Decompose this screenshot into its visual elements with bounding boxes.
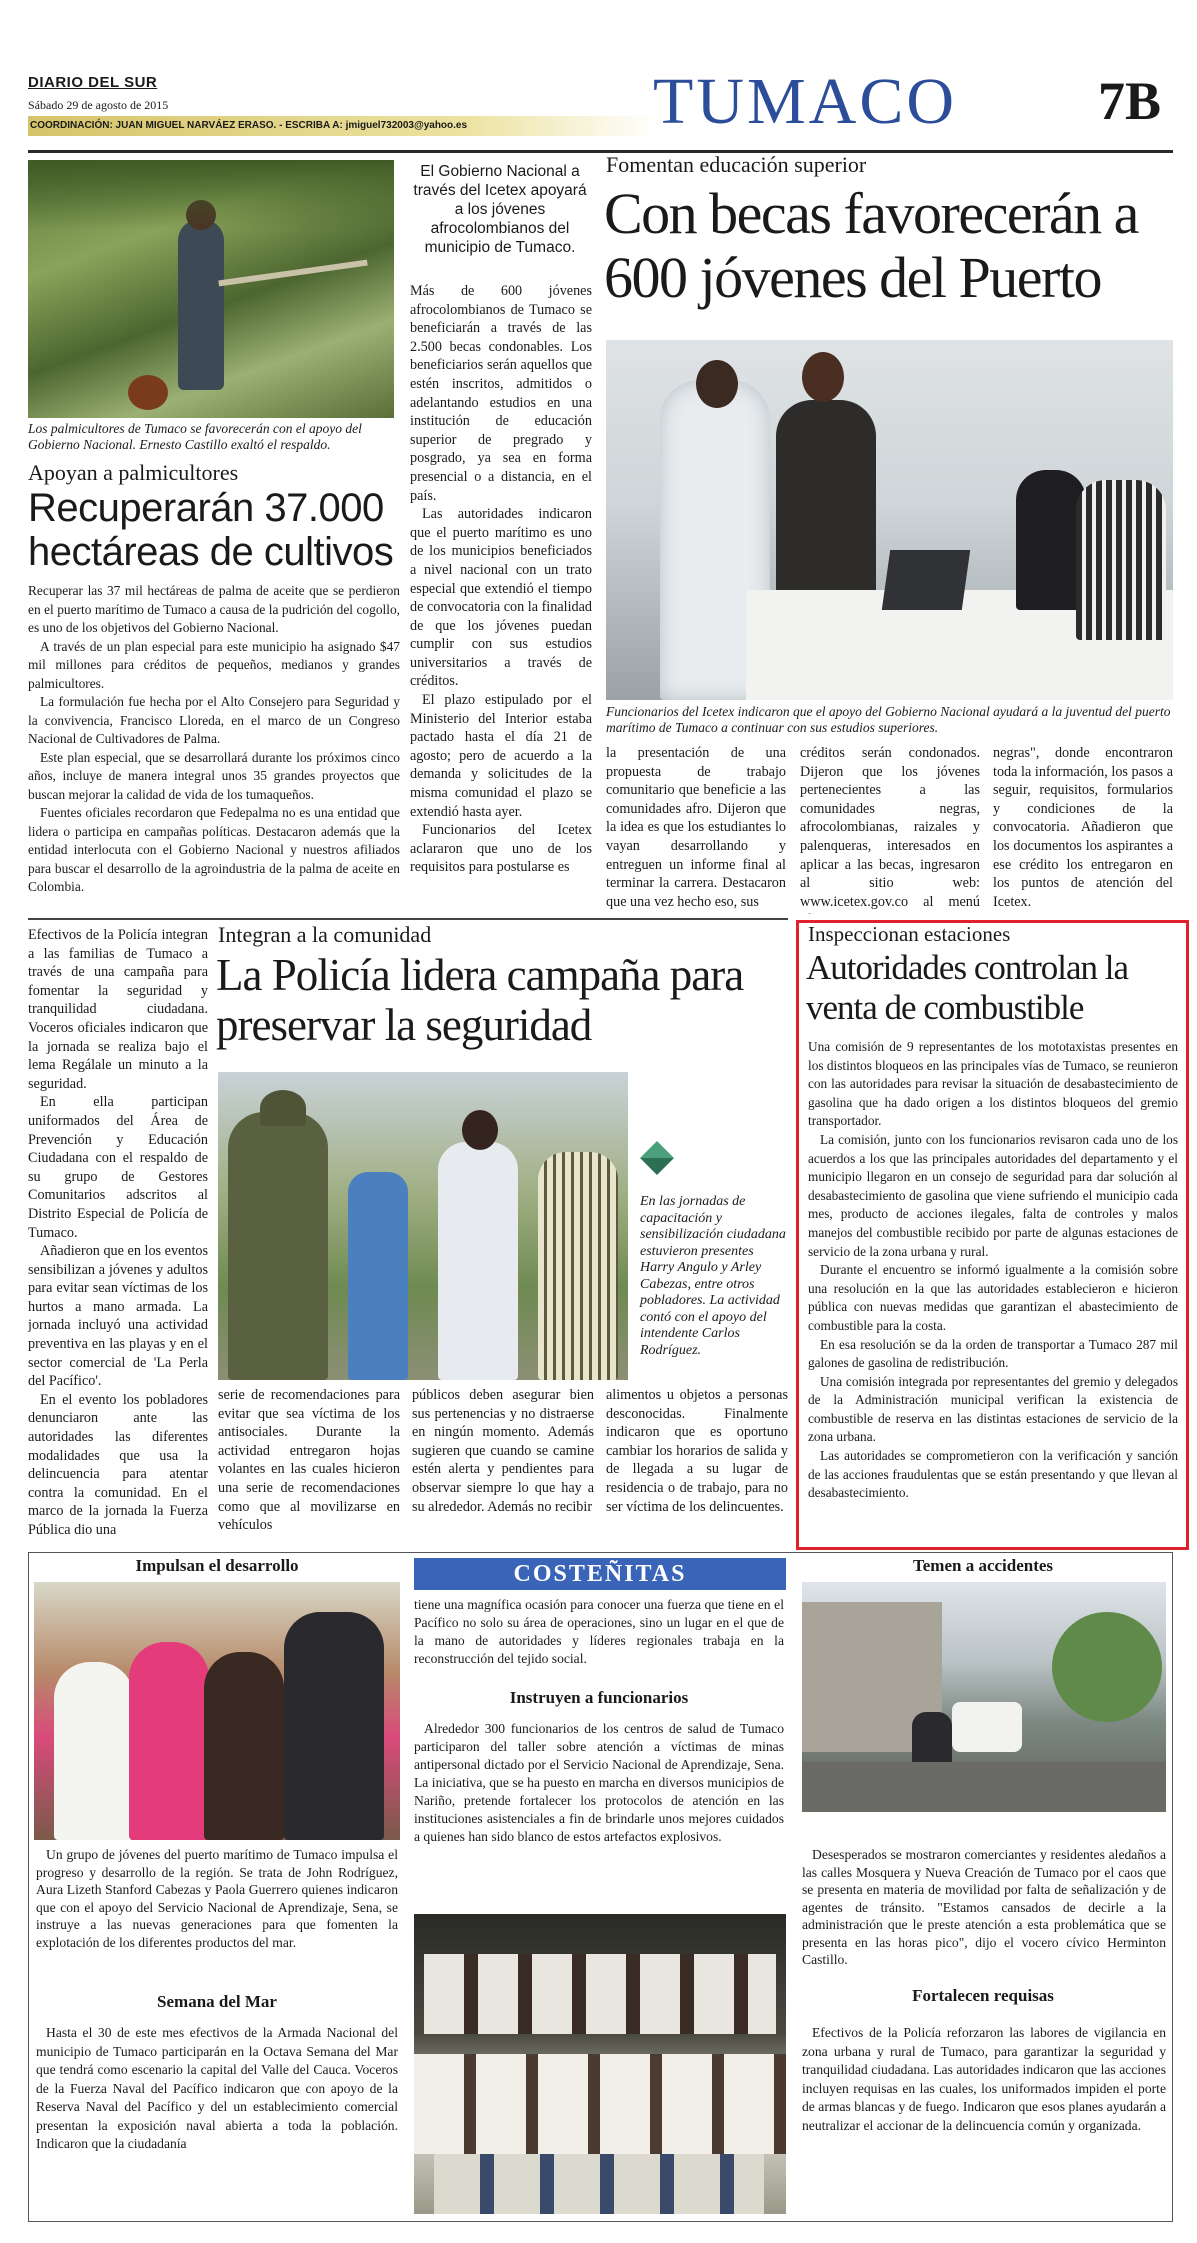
- becas-col-4: [993, 744, 1173, 914]
- semana-title: Semana del Mar: [157, 1992, 277, 2011]
- accidentes-text: Desesperados se mostraron comerciantes y residentes aledaños a las calles Mosquera y Nueva Creación de Tumaco por el caos que se presenta en materia de movilidad por falta de señalización y de agentes de tránsito. "Estamos cansados de decirle a la administración que le preste atención a esta problemática que se presenta en las horas pico", dijo el vocero cívico Herminton Castillo.: [802, 1847, 1166, 1967]
- youth-group-photo: [34, 1582, 400, 1840]
- worker-row-3: [434, 2154, 764, 2214]
- policia-col-2: [218, 1386, 400, 1536]
- becas-caption: Funcionarios del Icetex indicaron que el apoyo del Gobierno Nacional ayudará a la juventud del puerto marítimo de Tumaco a continuar con sus estudios superiores.: [606, 704, 1171, 735]
- becas-headline: Con becas favorecerán a 600 jóvenes del Puerto: [604, 181, 1138, 310]
- becas-col1-p3: El plazo estipulado por el Ministerio del Interior estaba pactado hasta el día 21 de agosto; pero de acuerdo a la demanda y solicitudes de la misma comunidad el plazo se extendió hasta ayer.: [410, 692, 592, 820]
- police-officer: [228, 1112, 328, 1380]
- desarrollo-body: [36, 1846, 398, 1982]
- section-title: TUMACO: [653, 65, 958, 138]
- desarrollo-title: Impulsan el desarrollo: [135, 1556, 299, 1575]
- police-community-photo: [218, 1072, 628, 1380]
- policia-col-4: [606, 1386, 788, 1536]
- costenitas-subtitle: Instruyen a funcionarios: [509, 1688, 689, 1707]
- policia-col4-text: alimentos u objetos a personas desconocidas. Finalmente indicaron que es oportuno cambiar los horarios de salida y de llegada a su lugar de residencia o de trabajo, para no ser víctima de los delincuentes.: [606, 1387, 788, 1515]
- costenitas-sub-body: [414, 1720, 784, 1900]
- palm-frond: [28, 160, 394, 230]
- combustible-paragraph-1: Una comisión de 9 representantes de los mototaxistas presentes en los distintos bloqueos en las principales vías de Tumaco, se reunieron con las autoridades para revisar la situación de desabastecimiento de gasolina que ha dado origen a los distintos bloqueos del gremio transportador.: [808, 1039, 1178, 1129]
- man-white-shirt-head: [462, 1110, 498, 1150]
- youth-2: [129, 1642, 209, 1840]
- issue-date: Sábado 29 de agosto de 2015: [28, 98, 169, 112]
- policia-col1-p4: En el evento los pobladores denunciaron ante las autoridades las diferentes modalidades que usa la delincuencia para atentar contra la comunidad. En el marco de la jornada la Fuerza Pública dio una: [28, 1391, 208, 1536]
- policia-headline: La Policía lidera campaña para preservar la seguridad: [216, 950, 744, 1050]
- palm-paragraph-4: Este plan especial, que se desarrollará durante los próximos cinco años, incluye de manera integral unos 35 grandes proyectos que buscan mejorar la calidad de vida de los tumaqueños.: [28, 749, 400, 802]
- policia-col2-text: serie de recomendaciones para evitar que sea víctima de los antisociales. Durante la actividad entregaron hojas volantes en las cuales hicieron una serie de recomendaciones como que al movilizarse en vehículos: [218, 1387, 400, 1534]
- semana-body: [36, 2024, 398, 2214]
- traffic-street-photo: [802, 1582, 1166, 1812]
- becas-col1-p4: Funcionarios del Icetex aclararon que uno de los requisitos para postularse es: [410, 822, 592, 876]
- becas-col3-text: créditos serán condonados. Dijeron que los jóvenes pertenecientes a las comunidades negras, afrocolombianas, raizales y palenqueras, interesados en aplicar a las becas, ingresaron al sitio web: www.icetex.gov.co al menú: [800, 745, 980, 910]
- combustible-paragraph-3: Durante el encuentro se informó igualmente a la comisión sobre una resolución en la que las autoridades establecieron e hicieron pública con nuevas medidas que garantizan el abastecimiento de combustible para la costa.: [808, 1262, 1178, 1333]
- palm-body: [28, 582, 400, 912]
- requisas-text: Efectivos de la Policía reforzaron las labores de vigilancia en zona urbana y rural de Tumaco, para garantizar la seguridad y tranquilidad ciudadana. Las autoridades indicaron que las acciones incluyen requisas en las cuales, los uniformados impiden el porte de armas blancas y de fuego. Indicaron que esos planes ayudarán a neutralizar el accionar de la delincuencia común y organizada.: [802, 2025, 1166, 2133]
- combustible-paragraph-5: Una comisión integrada por representantes del gremio y delegados de la Administración municipal verifican la existencia de combustible de reserva en las distintas estaciones de servicio de la zona urbana.: [808, 1373, 1178, 1445]
- combustible-headline: Autoridades controlan la venta de combustible: [806, 948, 1129, 1027]
- coordination-bar: [28, 116, 658, 136]
- paper-name: DIARIO DEL SUR: [28, 74, 158, 91]
- palm-fruit: [128, 375, 168, 410]
- palm-paragraph-5: Fuentes oficiales recordaron que Fedepalma no es una entidad que lidera o participa en campañas políticas. Destacaron además que la entidad interlocuta con el Gobierno Nacional y nuestros afiliados para buscar el desarrollo de la agroindustria de la palma de aceite en Colombia.: [28, 805, 400, 894]
- accidentes-title: Temen a accidentes: [912, 1556, 1054, 1575]
- becas-col-2: [606, 744, 786, 914]
- accidentes-body: [802, 1846, 1166, 1976]
- combustible-paragraph-6: Las autoridades se comprometieron con la verificación y sanción de las acciones fraudulentas que se están presentando y que llevan al desabastecimiento.: [808, 1448, 1178, 1501]
- desarrollo-text: Un grupo de jóvenes del puerto marítimo de Tumaco impulsa el progreso y desarrollo de la región. Se trata de John Rodríguez, Aura Lizeth Stanford Cabezas y Paola Guerrero quienes indicaron que con el apoyo del Servicio Nacional de Aprendizaje, Sena, se instruye a las nuevas generaciones para que fomenten la explotación de los diferentes productos del mar.: [36, 1847, 398, 1950]
- requisas-body: [802, 2024, 1166, 2214]
- becas-col1-p1: Más de 600 jóvenes afrocolombianos de Tumaco se beneficiarán a través de las 2.500 becas condonables. Los beneficiarios serán aquellos que estén inscritos, admitidos o adelantando estudios en una institución de educación superior de pregrado y posgrado, ya sea en forma presencial o a distancia, en el país.: [410, 283, 592, 504]
- costenitas-intro: [414, 1596, 784, 1676]
- policia-col1-p2: En ella participan uniformados del Área de Prevención y Educación Ciudadana con el respaldo de su grupo de Gestores Comunitarios adscritos al Distrito Especial de Policía de Tumaco.: [28, 1094, 208, 1241]
- costenitas-banner-text: COSTEÑITAS: [513, 1561, 687, 1587]
- road: [802, 1762, 1166, 1812]
- policia-col1-p3: Añadieron que en los eventos sensibilizan a jóvenes y adultos para evitar sean víctimas de los hurtos a mano armada. La jornada incluyó una actividad preventiva en las playas y en el sector comercial de 'La Perla del Pacífico'.: [28, 1243, 208, 1390]
- section-divider-mid: [28, 918, 788, 920]
- becas-summary: El Gobierno Nacional a través del Icetex apoyará a los jóvenes afrocolombianos del municipio de Tumaco.: [413, 163, 587, 256]
- costenitas-sub-text: Alrededor 300 funcionarios de los centros de salud de Tumaco participaron del taller sobre atención a víctimas de minas antipersonal dictado por el Servicio Nacional de Aprendizaje, Sena. La iniciativa, que se ha puesto en marcha en diversos municipios de Nariño, pretende fortalecer los protocolos de atención en las instituciones asistenciales a fin de brindarle unos mejores cuidados a quienes han sido blanco de estos artefactos explosivos.: [414, 1721, 784, 1844]
- combustible-paragraph-2: La comisión, junto con los funcionarios revisaron cada uno de los acuerdos a los que las principales autoridades del departamento y el municipio llegaron en un consejo de seguridad para dar solución al desabastecimiento de gasolina que viene sufriendo el municipio cada mes, producto de acciones ilegales, falta de controles y malos manejos del combustible recibido por parte de algunas estaciones de servicio de la zona urbana y rural.: [808, 1131, 1178, 1259]
- white-car: [952, 1702, 1022, 1752]
- palm-paragraph-1: Recuperar las 37 mil hectáreas de palma de aceite que se perdieron en el puerto marítimo de Tumaco a causa de la pudrición del cogollo, es uno de los objetivos del Gobierno Nacional.: [28, 583, 400, 635]
- combustible-body: [808, 1038, 1178, 1543]
- palm-kicker: Apoyan a palmicultores: [28, 460, 239, 485]
- icetex-office-photo: [606, 340, 1173, 700]
- becas-col1-p2: Las autoridades indicaron que el puerto marítimo es uno de los municipios beneficiados a nivel nacional con un trato especial que extendió el tiempo de convocatoria con la finalidad de que los jóvenes puedan cumplir con sus estudios universitarios a través de créditos.: [410, 506, 592, 690]
- becas-col2-text: la presentación de una propuesta de trabajo comunitario que beneficie a las comunidades afro. Dijeron que la idea es que los estudiantes lo vayan desarrollando y entreguen un informe final al terminar la carrera. Destacaron que una vez hecho eso, sus: [606, 745, 786, 910]
- combustible-paragraph-4: En esa resolución se da la orden de transportar a Tumaco 287 mil galones de gasolina de redistribución.: [808, 1336, 1178, 1371]
- health-workers-photo: [414, 1914, 786, 2214]
- man-white-shirt: [438, 1142, 518, 1380]
- combustible-kicker: Inspeccionan estaciones: [808, 922, 1011, 946]
- laptop: [882, 550, 970, 610]
- palm-headline: Recuperarán 37.000 hectáreas de cultivos: [28, 486, 394, 574]
- youth-4: [284, 1612, 384, 1840]
- palm-farmer-photo: [28, 160, 394, 418]
- man-striped-shirt: [538, 1152, 618, 1380]
- diamond-ornament-icon: [640, 1141, 674, 1175]
- palm-caption: Los palmicultores de Tumaco se favorecerán con el apoyo del Gobierno Nacional. Ernesto Castillo exaltó el respaldo.: [28, 421, 362, 452]
- policia-col-1: [28, 926, 208, 1536]
- policia-col3-text: públicos deben asegurar bien sus pertenencias y no distraerse en ningún momento. Además sugieren que cuando se camine estén alerta y pendientes para observar siempre lo que hay a su alrededor. Además no recibir: [412, 1387, 594, 1515]
- masthead: [28, 66, 1173, 150]
- coordination-text: COORDINACIÓN: JUAN MIGUEL NARVÁEZ ERASO. - ESCRIBA A: jmiguel732003@yahoo.es: [30, 120, 468, 131]
- policia-caption: En las jornadas de capacitación y sensibilización ciudadana estuvieron presentes Harry Angulo y Arley Cabezas, entre otros pobladores. La actividad contó con el apoyo del intendente Carlos Rodríguez.: [640, 1194, 786, 1358]
- tool-handle: [218, 260, 367, 287]
- costenitas-intro-text: tiene una magnífica ocasión para conocer una fuerza que tiene en el Pacífico no solo su área de operaciones, sino un lugar en el que de la mano de autoridades y líderes regionales trabaja en la reconstrucción del tejido social.: [414, 1597, 784, 1666]
- standing-man-head: [696, 360, 738, 408]
- becas-col4-text: negras", donde encontraron toda la información, los pasos a seguir, requisitos, formularios y condiciones de la convocatoria. Añadieron que los documentos los aspirantes a ese crédito los entregaron en los puntos de atención del Icetex.: [993, 745, 1173, 910]
- green-tree: [1052, 1612, 1162, 1722]
- becas-col-1: [410, 282, 592, 912]
- worker-row-1: [424, 1954, 776, 2034]
- policia-col1-p1: Efectivos de la Policía integran a las familias de Tumaco a través de una campaña para fomentar la seguridad y tranquilidad ciudadana. Voceros oficiales indicaron que la jornada se realiza bajo el lema Regálale un minuto a la seguridad.: [28, 927, 208, 1092]
- policia-col-3: [412, 1386, 594, 1536]
- semana-text: Hasta el 30 de este mes efectivos de la Armada Nacional del municipio de Tumaco participarán en la Octava Semana del Mar que tendrá como escenario la capital del Valle del Cauca. Voceros de la Fuerza Naval del Pacífico indicaron que con apoyo de la Reserva Naval del Pacífico y del un establecimiento comercial presentan la exposición naval abierta a toda la población. Indicaron que la ciudadanía: [36, 2025, 398, 2151]
- becas-kicker: Fomentan educación superior: [606, 152, 867, 177]
- palm-paragraph-2: A través de un plan especial para este municipio ha asignado $47 mil millones para créditos de pequeños, medianos y grandes palmicultores.: [28, 638, 400, 691]
- page-number: 7B: [1098, 71, 1162, 131]
- becas-col-3: [800, 744, 980, 914]
- requisas-title: Fortalecen requisas: [912, 1986, 1054, 2005]
- worker-row-2: [414, 2054, 786, 2154]
- youth-1: [54, 1662, 134, 1840]
- police-cap: [260, 1090, 306, 1126]
- seated-man: [1076, 480, 1166, 640]
- policia-kicker: Integran a la comunidad: [218, 922, 432, 947]
- costenitas-banner: [414, 1558, 786, 1590]
- youth-3: [204, 1652, 284, 1840]
- masthead-rule: [28, 150, 1173, 153]
- farmer-figure: [178, 220, 224, 390]
- man-blue-shirt: [348, 1172, 408, 1380]
- palm-paragraph-3: La formulación fue hecha por el Alto Consejero para Seguridad y la convivencia, Francisco Lloreda, en el marco de un Congreso Nacional de Cultivadores de Palma.: [28, 694, 400, 746]
- standing-woman-head: [802, 352, 844, 402]
